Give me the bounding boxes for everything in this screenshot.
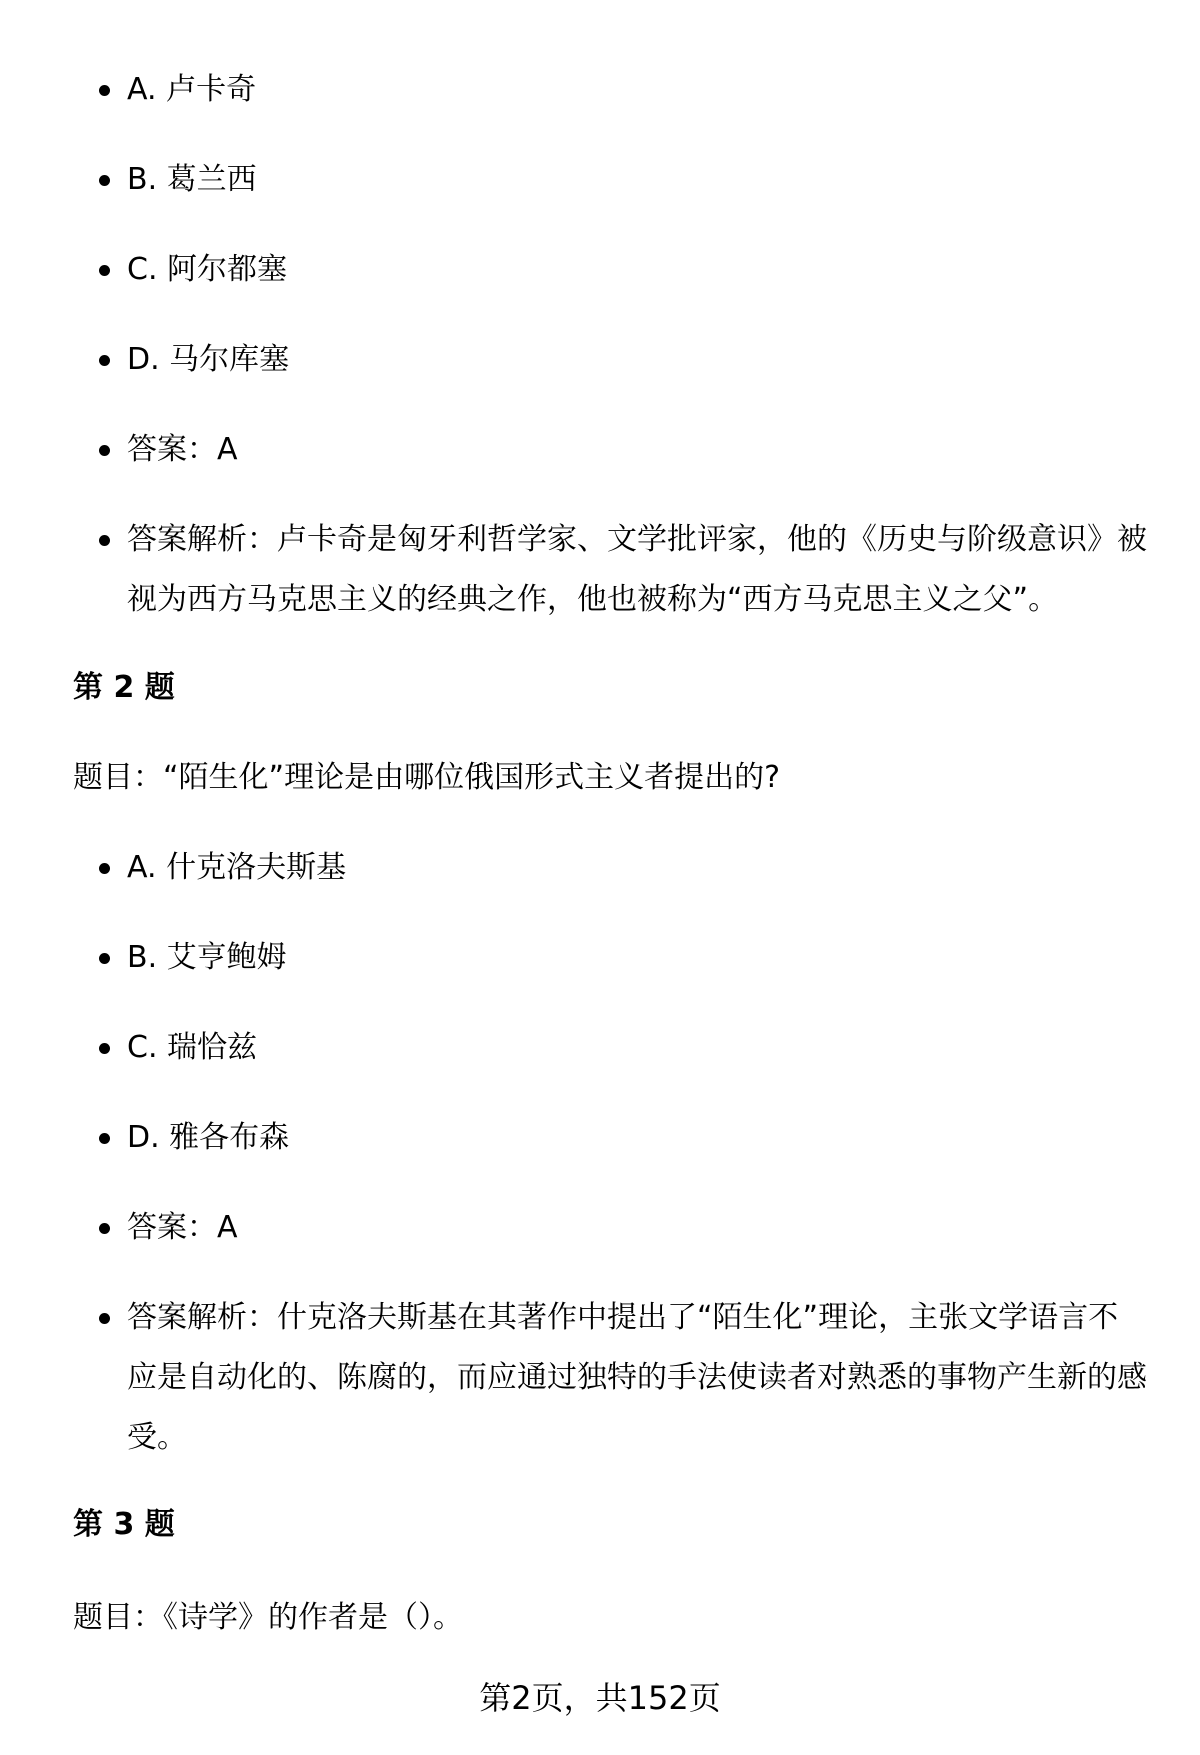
bullet-icon [99,863,110,874]
q2-option-d-text: D. 雅各布森 [127,1120,290,1155]
bullet-icon [99,265,110,276]
bullet-icon [99,1043,110,1054]
q2-option-b-text: B. 艾亨鲍姆 [127,940,287,975]
q2-option-c-text: C. 瑞恰兹 [127,1030,258,1065]
bullet-icon [99,175,110,186]
q2-answer-text: 答案：A [127,1210,238,1245]
q1-explanation-text: 答案解析：卢卡奇是匈牙利哲学家、文学批评家，他的《历史与阶级意识》被视为西方马克思主义的经典之作，他也被称为“西方马克思主义之父”。 [127,522,1147,617]
q1-option-a-text: A. 卢卡奇 [127,72,257,107]
q2-option-a-text: A. 什克洛夫斯基 [127,850,347,885]
q3-heading: 第 3 题 [73,1507,175,1542]
q3-question: 题目：《诗学》的作者是（）。 [73,1600,463,1635]
bullet-icon [99,355,110,366]
q2-heading: 第 2 题 [73,670,175,705]
bullet-icon [99,1133,110,1144]
bullet-icon [99,953,110,964]
q1-answer-text: 答案：A [127,432,238,467]
q1-option-c-text: C. 阿尔都塞 [127,252,288,287]
q2-question: 题目：“陌生化”理论是由哪位俄国形式主义者提出的? [73,760,781,795]
page-number-footer: 第2页，共152页 [479,1679,721,1717]
q1-option-b-text: B. 葛兰西 [127,162,257,197]
bullet-icon [99,1313,110,1324]
q1-option-d-text: D. 马尔库塞 [127,342,290,377]
q2-explanation-text: 答案解析：什克洛夫斯基在其著作中提出了“陌生化”理论，主张文学语言不应是自动化的、陈腐的，而应通过独特的手法使读者对熟悉的事物产生新的感受。 [127,1300,1147,1455]
bullet-icon [99,535,110,546]
bullet-icon [99,1223,110,1234]
bullet-icon [99,445,110,456]
bullet-icon [99,85,110,96]
